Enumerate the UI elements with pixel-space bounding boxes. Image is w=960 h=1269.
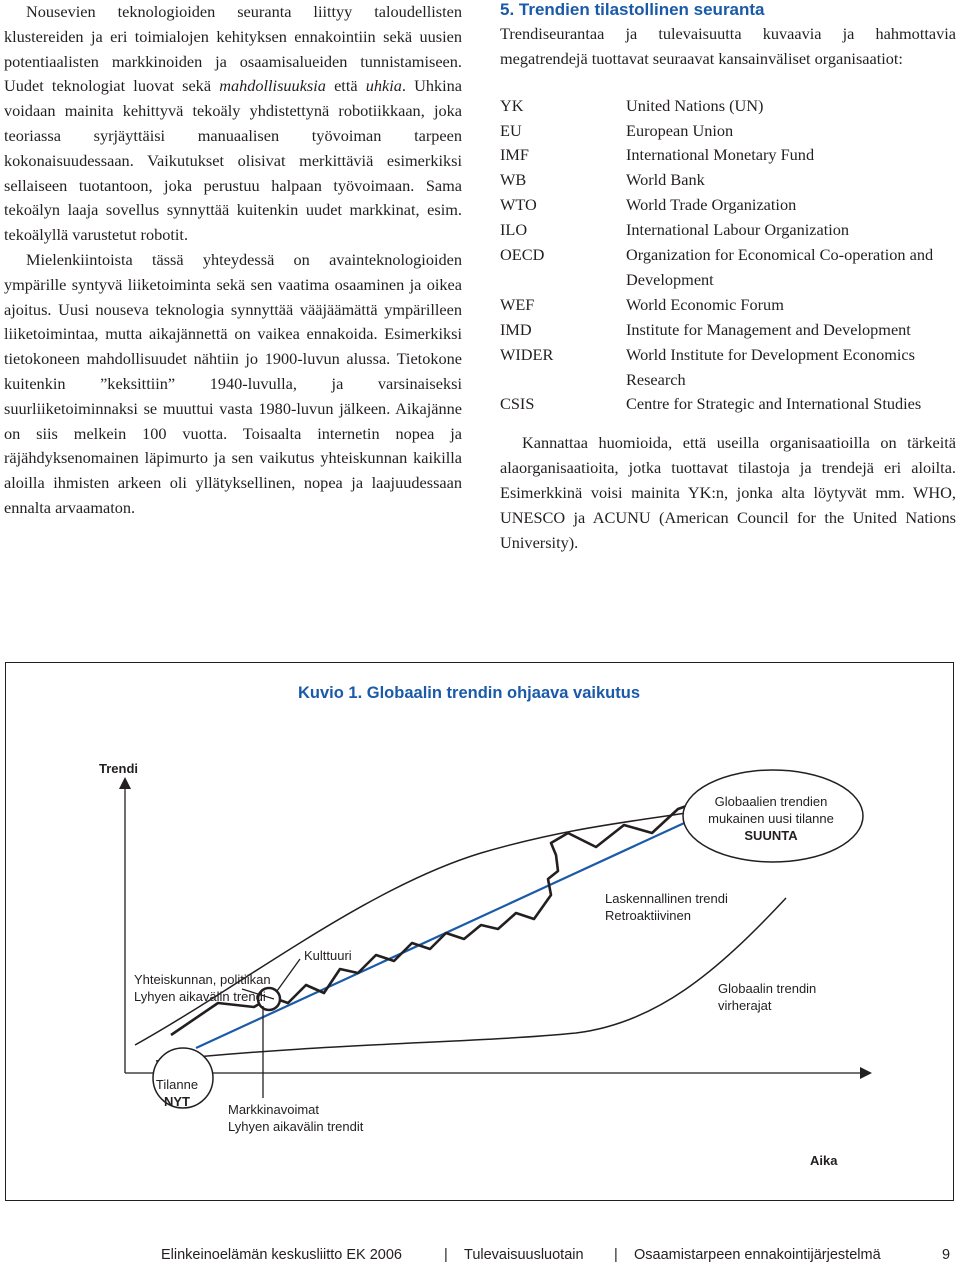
body-paragraph-2: Mielenkiintoista tässä yhteydessä on avainteknologioiden ympärille syntyvä liiketoiminta sekä sen vaatima osaaminen ja oikea ajoitus. Uusi nouseva teknologia synnyttää vääjäämättä ympärilleen liiketoimintaa, mutta aikajännettä on vaikea ennakoida. Esimerkiksi tietokoneen mahdollisuudet nähtiin jo 1900-luvun alussa. Tietokone kuitenkin ”keksittiin” 1940-luvulla, ja varsinaiseksi suurliiketoiminnaksi se muuttui vasta 1980-luvun jälkeen. Aikajänne on siis melkein 100 vuotta. Toisaalta internetin nopea ja räjähdyksenomainen läpimurto ja sen vaikutus yhteiskunnan kaikilla aloilla ihmisten arkeen oli yllätyksellinen, nopea ja laajuudessaan ennalta arvaamaton. [4,249,462,517]
organization-row [500,392,956,417]
organization-row [500,94,956,119]
error-bounds-label-2: virherajat [718,998,772,1013]
footer-series: Tulevaisuusluotain [464,1247,584,1263]
organization-table [500,94,956,418]
text-run: että [325,76,366,96]
section-note: Kannattaa huomioida, että useilla organisaatioilla on tärkeitä alaorganisaatioita, jotka tuottavat tilastoja ja trendejä eri aloilta. Esimerkkinä voisi mainita YK:n, jonka alta löytyvät mm. WHO, UNESCO ja ACUNU (American Council for the United Nations University). [500,433,956,552]
market-label-2: Lyhyen aikavälin trendit [228,1119,364,1134]
error-bounds-label-1: Globaalin trendin [718,981,817,996]
x-axis-label: Aika [810,1153,838,1168]
organization-row [500,143,956,168]
future-box-line-3: SUUNTA [744,828,798,843]
organization-abbreviation: WIDER [500,344,554,364]
calc-trend-label-2: Retroaktiivinen [605,908,691,923]
now-label-1: Tilanne [155,1077,199,1092]
organization-row [500,343,956,393]
y-axis-label: Trendi [99,761,139,776]
italic-term: mahdollisuuksia [219,76,326,96]
culture-pointer [277,959,300,991]
organization-row [500,119,956,144]
organization-abbreviation: WTO [500,195,537,215]
organization-name: World Economic Forum [626,294,784,314]
footer-separator-1: | [444,1247,448,1263]
text-run: Nousevien teknologioiden seuranta liittyy taloudellisten klustereiden ja eri toimialojen kehityksen ennakointiin sekä uusien potentiaalisten markkinoiden ja osaamisalueiden tunnistamiseen. Uudet teknologiat luovat sekä [4,2,462,96]
organization-name: United Nations (UN) [626,95,764,115]
organization-name: World Bank [626,170,705,190]
calculated-trend-line [196,813,706,1048]
organization-abbreviation: OECD [500,245,545,265]
organization-abbreviation: IMD [500,319,532,339]
culture-label: Kulttuuri [304,948,352,963]
future-box-line-2: mukainen uusi tilanne [708,811,834,826]
left-column [4,0,462,521]
organization-row [500,243,956,293]
future-box-line-1: Globaalien trendien [714,794,828,809]
trend-diagram [6,663,955,1202]
page-number: 9 [942,1247,951,1263]
body-paragraph-1 [4,0,462,248]
society-label-1: Yhteiskunnan, politiikan [134,972,271,987]
now-label-2: NYT [164,1094,190,1109]
right-column [500,0,956,555]
calc-trend-label-1: Laskennallinen trendi [605,891,728,906]
organization-name: Organization for Economical Co-operation and Development [626,245,934,289]
section-title: 5. Trendien tilastollinen seuranta [500,0,765,19]
italic-term: uhkia [365,76,402,96]
section-intro: Trendiseurantaa ja tulevaisuutta kuvaavia ja hahmottavia megatrendejä tuottavat seuraavat kansainväliset organisaatiot: [500,24,956,68]
organization-row [500,193,956,218]
upper-error-bound [135,813,686,1045]
footer-publisher: Elinkeinoelämän keskusliitto EK 2006 [161,1247,402,1263]
organization-name: International Labour Organization [626,220,850,240]
figure-title: Kuvio 1. Globaalin trendin ohjaava vaikutus [298,684,640,702]
organization-name: International Monetary Fund [626,145,815,165]
organization-abbreviation: WB [500,170,527,190]
organization-row [500,168,956,193]
figure-frame [5,662,954,1201]
footer-title: Osaamistarpeen ennakointijärjestelmä [634,1247,881,1263]
organization-name: Institute for Management and Development [626,319,911,339]
organization-name: World Institute for Development Economics Research [626,344,915,389]
organization-abbreviation: CSIS [500,394,535,414]
page-footer [0,1247,958,1269]
organization-abbreviation: WEF [500,294,535,314]
organization-row [500,318,956,343]
organization-name: World Trade Organization [626,195,797,215]
market-label-1: Markkinavoimat [228,1102,320,1117]
organization-row [500,218,956,243]
organization-name: Centre for Strategic and International Studies [626,394,922,414]
footer-separator-2: | [614,1247,618,1263]
organization-abbreviation: YK [500,95,524,115]
organization-name: European Union [626,120,734,140]
organization-abbreviation: ILO [500,220,528,240]
organization-abbreviation: IMF [500,145,529,165]
text-run: . Uhkina voidaan mainita kehittyvä tekoäly yhdistettynä robotiikkaan, joka teoriassa syrjäyttäisi manuaalisen työvoiman tarpeen kokonaisuudessaan. Vaikutukset olisivat merkittäviä esimerkiksi sellaiseen tuotantoon, joka perustuu halpaan työvoimaan. Sama tekoälyn laaja sovellus synnyttää kuitenkin uudet markkinat, esim. tekoälyllä varustetut robotit. [4,76,463,245]
society-label-2: Lyhyen aikavälin trendi [134,989,266,1004]
organization-row [500,293,956,318]
organization-abbreviation: EU [500,120,522,140]
